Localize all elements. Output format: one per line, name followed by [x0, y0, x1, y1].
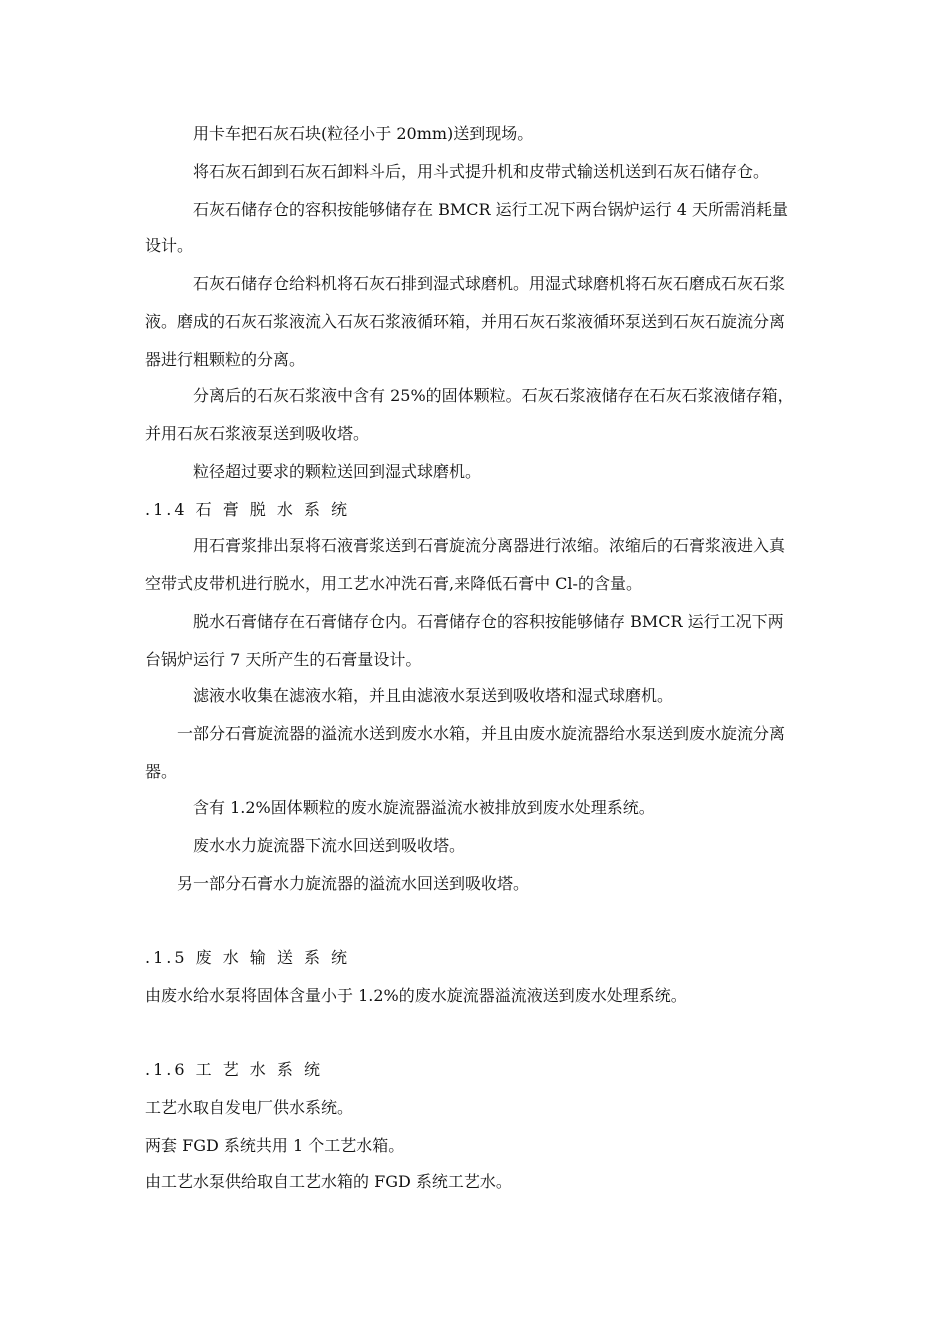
paragraph-line: 另一部分石膏水力旋流器的溢流水回送到吸收塔。 — [177, 874, 530, 893]
paragraph-line: 并用石灰石浆液泵送到吸收塔。 — [145, 424, 370, 443]
paragraph-line: 用石膏浆排出泵将石液膏浆送到石膏旋流分离器进行浓缩。浓缩后的石膏浆液进入真 — [193, 536, 786, 555]
section-heading: .1.4 石 膏 脱 水 系 统 — [145, 500, 351, 519]
paragraph-line: 空带式皮带机进行脱水，用工艺水冲洗石膏,来降低石膏中 Cl-的含量。 — [145, 574, 642, 593]
paragraph-line: 工艺水取自发电厂供水系统。 — [145, 1098, 354, 1117]
paragraph-line: 粒径超过要求的颗粒送回到湿式球磨机。 — [193, 462, 482, 481]
section-heading: .1.5 废 水 输 送 系 统 — [145, 948, 351, 967]
section-heading: .1.6 工 艺 水 系 统 — [145, 1060, 323, 1079]
paragraph-line: 由工艺水泵供给取自工艺水箱的 FGD 系统工艺水。 — [145, 1172, 512, 1191]
paragraph-line: 石灰石储存仓的容积按能够储存在 BMCR 运行工况下两台锅炉运行 4 天所需消耗量 — [193, 200, 788, 219]
paragraph-line: 器进行粗颗粒的分离。 — [145, 350, 306, 369]
paragraph-line: 液。磨成的石灰石浆液流入石灰石浆液循环箱，并用石灰石浆液循环泵送到石灰石旋流分离 — [145, 312, 786, 331]
paragraph-line: 分离后的石灰石浆液中含有 25%的固体颗粒。石灰石浆液储存在石灰石浆液储存箱， — [193, 386, 794, 405]
paragraph-line: 由废水给水泵将固体含量小于 1.2%的废水旋流器溢流液送到废水处理系统。 — [145, 986, 687, 1005]
paragraph-line: 设计。 — [145, 236, 194, 255]
paragraph-line: 两套 FGD 系统共用 1 个工艺水箱。 — [145, 1136, 405, 1155]
paragraph-line: 将石灰石卸到石灰石卸料斗后，用斗式提升机和皮带式输送机送到石灰石储存仓。 — [193, 162, 770, 181]
paragraph-line: 废水水力旋流器下流水回送到吸收塔。 — [193, 836, 466, 855]
paragraph-line: 器。 — [145, 762, 178, 781]
paragraph-line: 一部分石膏旋流器的溢流水送到废水水箱，并且由废水旋流器给水泵送到废水旋流分离 — [177, 724, 786, 743]
paragraph-line: 含有 1.2%固体颗粒的废水旋流器溢流水被排放到废水处理系统。 — [193, 798, 655, 817]
paragraph-line: 用卡车把石灰石块(粒径小于 20mm)送到现场。 — [193, 124, 534, 143]
paragraph-line: 台锅炉运行 7 天所产生的石膏量设计。 — [145, 650, 422, 669]
paragraph-line: 石灰石储存仓给料机将石灰石排到湿式球磨机。用湿式球磨机将石灰石磨成石灰石浆 — [193, 274, 786, 293]
paragraph-line: 脱水石膏储存在石膏储存仓内。石膏储存仓的容积按能够储存 BMCR 运行工况下两 — [193, 612, 784, 631]
paragraph-line: 滤液水收集在滤液水箱，并且由滤液水泵送到吸收塔和湿式球磨机。 — [193, 686, 674, 705]
